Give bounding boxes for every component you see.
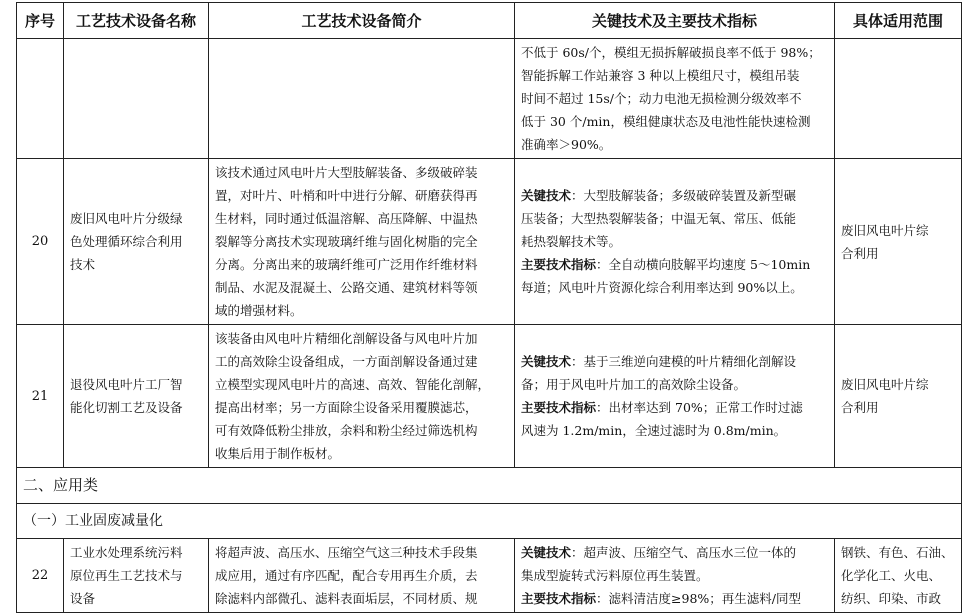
cont-intro-cell — [209, 39, 515, 159]
row-indicators-cell — [515, 539, 835, 613]
main-indicator-text: ：全自动横向肢解平均速度 5～10min — [596, 257, 811, 272]
table-row-continuation — [17, 39, 962, 159]
text-line: 置，对叶片、叶梢和叶中进行分解、研磨获得再 — [215, 188, 478, 203]
section-title — [17, 468, 962, 504]
text-line: 该技术通过风电叶片大型肢解装备、多级破碎装 — [215, 165, 478, 180]
header-name: 工艺技术设备名称 — [64, 3, 209, 39]
cont-num-cell — [17, 39, 64, 159]
row-number: 21 — [17, 325, 64, 468]
text-line: 设备 — [70, 591, 96, 606]
row-indicators-cell — [515, 325, 835, 468]
subsection-title — [17, 504, 962, 539]
text-line: 生材料，同时通过低温溶解、高压降解、中温热 — [215, 211, 478, 226]
header-indicators: 关键技术及主要技术指标 — [515, 3, 835, 39]
text-line: 风速为 1.2m/min，全速过滤时为 0.8m/min。 — [521, 423, 787, 438]
row-name-cell — [64, 325, 209, 468]
text-line: 废旧风电叶片综 — [841, 222, 929, 238]
row-scope-cell — [835, 539, 962, 613]
text-line: 时间不超过 15s/个；动力电池无损检测分级效率不 — [521, 91, 802, 106]
row-indicators-cell — [515, 159, 835, 325]
text-line — [521, 587, 828, 610]
text-line: 能化切割工艺及设备 — [70, 400, 183, 415]
text-line: 退役风电叶片工厂智 — [70, 377, 183, 392]
key-tech-text: ：基于三维逆向建模的叶片精细化剖解设 — [571, 354, 797, 369]
technology-table — [16, 2, 962, 613]
key-tech-text: ：大型肢解装备；多级破碎装置及新型碾 — [571, 188, 797, 203]
header-scope: 具体适用范围 — [835, 3, 962, 39]
text-line: 将超声波、高压水、压缩空气这三种技术手段集 — [215, 545, 478, 560]
subsection-row — [17, 504, 962, 539]
table-row — [17, 325, 962, 468]
text-line: 智能拆解工作站兼容 3 种以上模组尺寸，模组吊装 — [521, 68, 800, 83]
text-line: 废旧风电叶片综 — [841, 377, 929, 392]
header-intro: 工艺技术设备简介 — [209, 3, 515, 39]
text-line: 工的高效除尘设备组成，一方面剖解设备通过建 — [215, 354, 478, 369]
main-indicator-label: 主要技术指标 — [521, 591, 597, 606]
header-row — [17, 3, 962, 39]
text-line — [521, 253, 828, 276]
text-line: 耗热裂解技术等。 — [521, 234, 622, 249]
text-line: 色处理循环综合利用 — [70, 234, 183, 249]
text-line: 每道；风电叶片资源化综合利用率达到 90%以上。 — [521, 280, 803, 295]
text-line: 域的增强材料。 — [215, 303, 303, 318]
main-indicator-text: ：出材率达到 70%；正常工作时过滤 — [596, 400, 803, 415]
text-line: 收集后用于制作板材。 — [215, 446, 341, 461]
text-line: 技术 — [70, 257, 96, 272]
table-row — [17, 159, 962, 325]
subsection-title-text: （一）工业固废减量化 — [23, 512, 163, 529]
text-line: 化学化工、火电、 — [841, 568, 942, 583]
text-line: 合利用 — [841, 245, 879, 261]
row-number: 20 — [17, 159, 64, 325]
section-row — [17, 468, 962, 504]
text-line — [521, 396, 828, 419]
text-line: 不低于 60s/个，模组无损拆解破损良率不低于 98%； — [521, 45, 821, 60]
row-scope-cell — [835, 325, 962, 468]
main-indicator-label: 主要技术指标 — [521, 400, 597, 415]
text-line: 合利用 — [841, 400, 879, 415]
row-scope-cell — [835, 159, 962, 325]
text-line: 备；用于风电叶片加工的高效除尘设备。 — [521, 377, 747, 392]
text-line: 除滤料内部微孔、滤料表面垢层，不同材质、规 — [215, 591, 478, 606]
text-line: 分离。分离出来的玻璃纤维可广泛用作纤维材料 — [215, 257, 478, 272]
text-line: 可有效降低粉尘排放，余料和粉尘经过筛选机构 — [215, 423, 478, 438]
key-tech-text: ：超声波、压缩空气、高压水三位一体的 — [571, 545, 797, 560]
section-title-text: 二、应用类 — [23, 476, 99, 494]
main-indicator-text: ：滤料清洁度≥98%；再生滤料/同型 — [596, 591, 801, 606]
text-line: 集成型旋转式污料原位再生装置。 — [521, 568, 709, 583]
text-line: 压装备；大型热裂解装备；中温无氧、常压、低能 — [521, 211, 797, 226]
key-tech-label: 关键技术 — [521, 354, 572, 369]
text-line: 纺织、印染、市政 — [841, 591, 942, 606]
row-intro-cell — [209, 325, 515, 468]
row-number: 22 — [17, 539, 64, 613]
cont-indicators-cell — [515, 39, 835, 159]
table-row — [17, 539, 962, 613]
text-line: 原位再生工艺技术与 — [70, 568, 183, 583]
row-intro-cell — [209, 159, 515, 325]
header-seq: 序号 — [17, 3, 64, 39]
text-line: 成应用，通过有序匹配，配合专用再生介质，去 — [215, 568, 478, 583]
text-line: 该装备由风电叶片精细化剖解设备与风电叶片加 — [215, 331, 478, 346]
text-line: 准确率＞90%。 — [521, 137, 612, 152]
text-line: 立模型实现风电叶片的高速、高效、智能化剖解， — [215, 377, 491, 392]
main-indicator-label: 主要技术指标 — [521, 257, 597, 272]
text-line: 低于 30 个/min，模组健康状态及电池性能快速检测 — [521, 114, 811, 129]
text-line — [521, 184, 828, 207]
key-tech-label: 关键技术 — [521, 188, 572, 203]
text-line: 裂解等分离技术实现玻璃纤维与固化树脂的完全 — [215, 234, 478, 249]
row-name-cell — [64, 539, 209, 613]
text-line — [521, 350, 828, 373]
text-line — [521, 541, 828, 564]
text-line: 制品、水泥及混凝土、公路交通、建筑材料等领 — [215, 280, 478, 295]
cont-name-cell — [64, 39, 209, 159]
key-tech-label: 关键技术 — [521, 545, 572, 560]
text-line: 工业水处理系统污料 — [70, 545, 183, 560]
text-line: 钢铁、有色、石油、 — [841, 545, 954, 560]
row-intro-cell — [209, 539, 515, 613]
text-line: 提高出材率；另一方面除尘设备采用覆膜滤芯， — [215, 400, 478, 415]
row-name-cell — [64, 159, 209, 325]
text-line: 废旧风电叶片分级绿 — [70, 211, 183, 226]
cont-scope-cell — [835, 39, 962, 159]
